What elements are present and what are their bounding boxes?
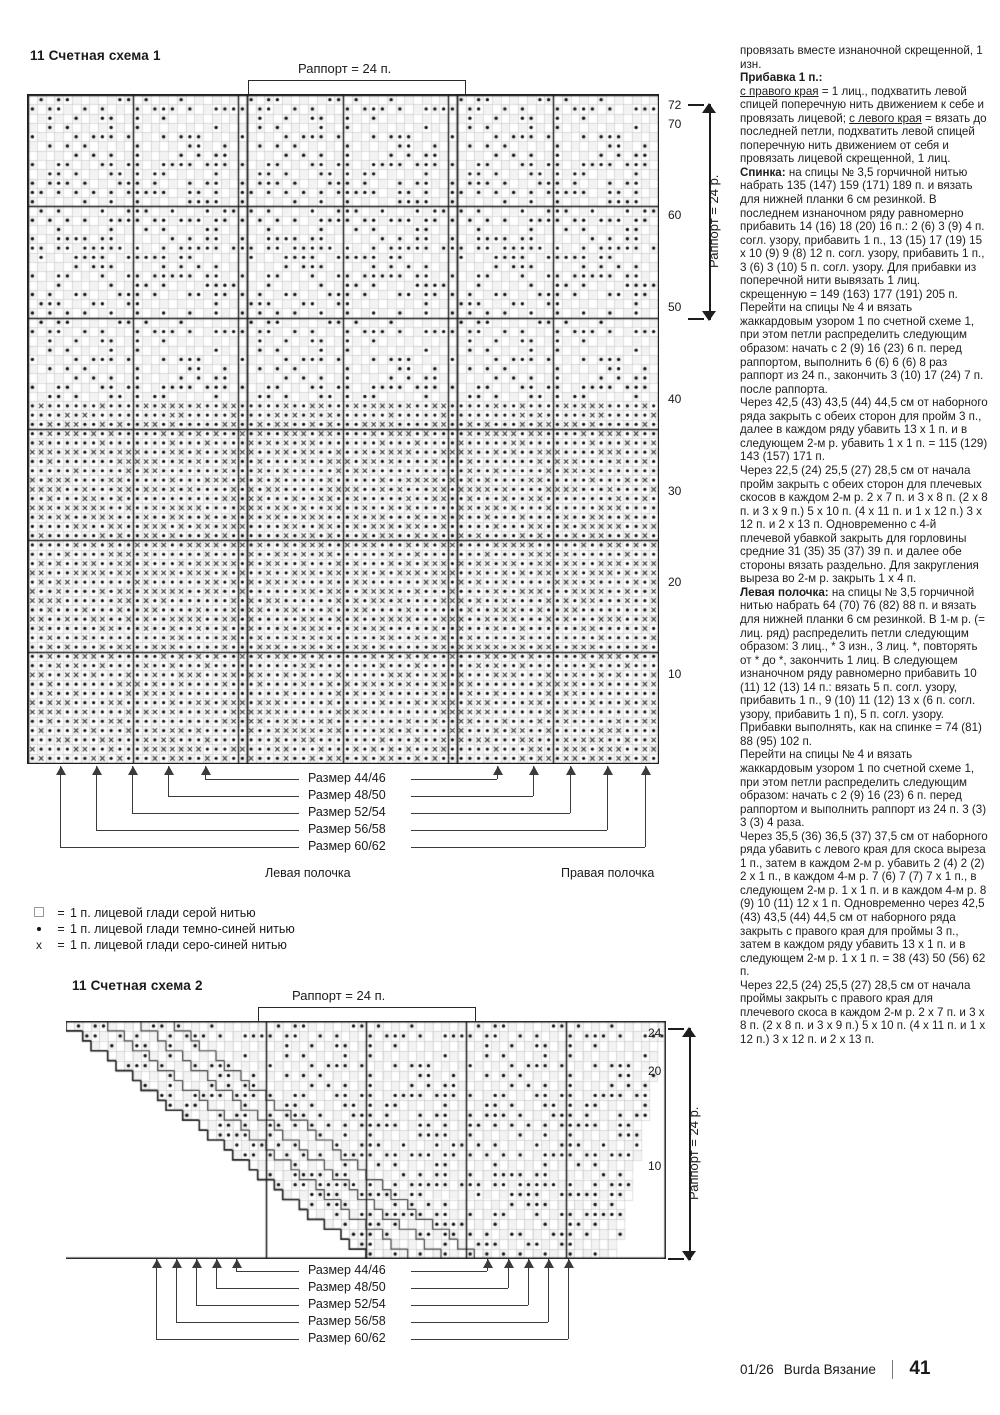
legend-text-0: 1 п. лицевой глади серой нитью xyxy=(70,906,256,920)
chart2-repeat-bracket xyxy=(258,1007,476,1022)
instruction-paragraph: Левая полочка: на спицы № 3,5 горчичной нитью набрать 64 (70) 76 (82) 88 п. и вязать для нижней планки 6 см резинкой. В 1-м р. (= лиц. ряд) распределить петли следующим образом: 3 лиц., * 3 изн., 3 лиц. *, повторять от * до *, закончить 1 лиц. В следующем изнаночном ряду равномерно прибавить 10 (11) 12 (13) 14 п.: вязать 5 п. согл. узору, прибавить 1 п., 9 (10) 11 (12) 13 x (6 п. согл. узору, прибавить 1 п), 5 п. согл. узору. Прибавки выполнять, как на спинке = 74 (81) 88 (95) 102 п. xyxy=(740,585,985,748)
instruction-paragraph: Перейти на спицы № 4 и вязать жаккардовым узором 1 по счетной схеме 1, при этом петли распределить следующим образом: начать с 2 (9) 16 (23) 6 п. перед раппортом, выполнить 6 (6) 6 (6) 8 раз раппорт из 24 п., закончить 3 (10) 17 (24) 7 п. после раппорта. xyxy=(740,301,984,396)
size-marker-arrow xyxy=(128,766,138,775)
chart2-repeat-side-label: Раппорт = 24 р. xyxy=(686,1106,701,1200)
size-callout-line-left xyxy=(176,1322,299,1323)
legend-item-grayblue xyxy=(26,937,295,953)
chart1-arrow-tick-top xyxy=(688,104,704,106)
size-callout-line-left xyxy=(60,847,299,848)
size-callout-connector xyxy=(645,766,646,847)
size-marker-arrow xyxy=(564,1259,574,1268)
size-callout-connector xyxy=(568,1259,569,1339)
footer-issue: 01/26 xyxy=(740,1361,774,1377)
size-callout-connector xyxy=(176,1259,177,1322)
size-callout-line-right xyxy=(411,847,645,848)
size-callout-line-left xyxy=(205,779,299,780)
size-callout-line-left xyxy=(156,1339,299,1340)
section-heading: Спинка: xyxy=(740,165,786,179)
size-marker-arrow xyxy=(56,766,66,775)
size-marker-arrow xyxy=(232,1259,242,1268)
chart1-rownum-50: 50 xyxy=(668,300,682,314)
legend xyxy=(26,905,295,953)
legend-item-gray xyxy=(26,905,295,921)
size-callout-label: Размер 44/46 xyxy=(303,1263,391,1277)
dot-symbol-icon xyxy=(26,922,52,936)
instruction-paragraph: Перейти на спицы № 4 и вязать жаккардовым узором 1 по счетной схеме 1, при этом петли распределить следующим образом: начать с 2 (9) 16 (23) 6 п. перед раппортом и выполнить раппорт из 24 п. 3 (3) 3 (3) 4 раза. xyxy=(740,748,987,830)
size-callout-connector xyxy=(156,1259,157,1339)
chart1-repeat-top-label: Раппорт = 24 п. xyxy=(298,61,392,76)
x-symbol-icon: x xyxy=(36,938,42,952)
instruction-paragraph: Через 35,5 (36) 36,5 (37) 37,5 см от наборного ряда убавить с левого края для скоса выреза 1 п., затем в каждом 2-м р. убавить 2 (4) 2 (2) 2 x 1 п., в каждом 4-м р. 7 (6) 7 (7) 7 x 1 п., в следующем 2-м р. 1 x 1 п. и в каждом 4-м р. 8 (9) 10 (11) 12 x 1 п. Одновременно через 42,5 (43) 43,5 (44) 44,5 см от наборного ряда закрыть с правого края для проймы 3 п., затем в каждом ряду убавить 13 x 1 п. и в следующем 2-м р. 1 x 1 п. = 38 (43) 50 (56) 62 п. xyxy=(740,829,988,979)
legend-equals-2: = xyxy=(57,938,65,952)
chart1-rownum-20: 20 xyxy=(668,575,682,589)
size-callout-label: Размер 44/46 xyxy=(303,771,391,785)
chart1-rownum-10: 10 xyxy=(668,667,682,681)
size-marker-arrow xyxy=(152,1259,162,1268)
chart2-rownum-20: 20 xyxy=(648,1064,662,1078)
instruction-paragraph: Прибавка 1 п.: xyxy=(740,71,823,85)
legend-item-darkblue xyxy=(26,921,295,937)
chart2-rownum-24: 24 xyxy=(648,1026,662,1040)
square-symbol-icon xyxy=(26,906,52,920)
footer-page-number: 41 xyxy=(909,1358,931,1379)
page-footer xyxy=(740,1358,990,1380)
instruction-paragraph: провязать вместе изнаночной скрещенной, 1 изн. xyxy=(740,44,983,71)
chart2-repeat-top-label: Раппорт = 24 п. xyxy=(292,988,386,1003)
chart1-rownum-72: 72 xyxy=(668,98,682,112)
instructions-column xyxy=(740,44,988,1046)
instruction-paragraph: с правого края = 1 лиц., подхватить левой спицей поперечную нить движением к себе и провязать лицевой; с левого края = вязать до последней петли, подхватить левой спицей поперечную нить движением от себя и провязать лицевой скрещенной, 1 лиц. xyxy=(740,84,987,166)
chart1-grid xyxy=(27,94,659,764)
size-callout-line-left xyxy=(196,1305,299,1306)
size-marker-arrow xyxy=(504,1259,514,1268)
size-callout-line-left xyxy=(96,830,299,831)
size-callout-line-left xyxy=(216,1288,299,1289)
size-marker-arrow xyxy=(524,1259,534,1268)
size-callout-connector xyxy=(96,766,97,830)
size-marker-arrow xyxy=(483,1259,493,1268)
size-callout-line-right xyxy=(411,779,497,780)
chart1-repeat-bracket xyxy=(248,80,466,95)
legend-equals-0: = xyxy=(57,906,65,920)
chart1-repeat-side-label: Раппорт = 24 р. xyxy=(706,174,721,268)
size-callout-label: Размер 48/50 xyxy=(303,788,391,802)
size-callout-label: Размер 56/58 xyxy=(303,1314,391,1328)
size-callout-line-right xyxy=(411,1339,568,1340)
size-callout-line-right xyxy=(411,796,533,797)
size-callout-line-right xyxy=(411,1288,508,1289)
chart1-title: 11 Счетная схема 1 xyxy=(30,48,161,63)
instruction-paragraph: Спинка: на спицы № 3,5 горчичной нитью набрать 135 (147) 159 (171) 189 п. и вязать для нижней планки 6 см резинкой. В последнем изнаночном ряду равномерно прибавить 14 (16) 18 (20) 16 п.: 2 (6) 3 (9) 4 п. согл. узору, прибавить 1 п., 13 (15) 17 (19) 15 x 10 (9) 9 (8) 12 п. согл. узору, прибавить 1 п., 3 (6) 3 (10) 5 п. согл. узору. Для прибавки из поперечной нити вывязать 1 лиц. скрещенную = 149 (163) 177 (191) 205 п. xyxy=(740,165,985,301)
size-marker-arrow xyxy=(172,1259,182,1268)
chart1-rownum-30: 30 xyxy=(668,484,682,498)
chart2-title: 11 Счетная схема 2 xyxy=(72,978,203,993)
size-callout-line-right xyxy=(411,1322,548,1323)
size-callout-connector xyxy=(548,1259,549,1322)
size-callout-label: Размер 60/62 xyxy=(303,1331,391,1345)
size-callout-line-left xyxy=(132,813,299,814)
size-marker-arrow xyxy=(603,766,613,775)
legend-text-2: 1 п. лицевой глади серо-синей нитью xyxy=(70,938,287,952)
size-callout-line-right xyxy=(411,813,570,814)
size-callout-line-left xyxy=(168,796,299,797)
size-callout-label: Размер 48/50 xyxy=(303,1280,391,1294)
legend-text-1: 1 п. лицевой глади темно-синей нитью xyxy=(70,922,295,936)
instruction-paragraph: Через 22,5 (24) 25,5 (27) 28,5 см от начала пройм закрыть с обеих сторон для плечевых скосов в каждом 2-м р. 2 x 7 п. и 3 x 8 п. (2 x 8 п. и 3 x 9 п.) 5 x 10 п. (4 x 11 п. и 1 x 12 п.) 3 x 12 п. и 2 x 13 п. Одновременно с 4-й плечевой убавкой закрыть для горловины средние 31 (35) 35 (37) 39 п. и далее обе стороны вязать раздельно. Для закругления выреза во 2-м р. закрыть 1 x 4 п. xyxy=(740,463,988,586)
section-heading: Левая полочка: xyxy=(740,585,829,599)
legend-equals-1: = xyxy=(57,922,65,936)
size-marker-arrow xyxy=(192,1259,202,1268)
chart1-rownum-60: 60 xyxy=(668,208,682,222)
size-callout-label: Размер 56/58 xyxy=(303,822,391,836)
size-callout-line-right xyxy=(411,1271,487,1272)
chart1-rownum-70: 70 xyxy=(668,117,682,131)
instruction-paragraph: Через 42,5 (43) 43,5 (44) 44,5 см от наборного ряда закрыть с обеих сторон для пройм 3 п., далее в каждом ряду убавить 13 x 1 п. и в следующем 2-м р. убавить 1 x 1 п. = 115 (129) 143 (157) 171 п. xyxy=(740,396,988,464)
chart2-arrow-tick-top xyxy=(668,1028,684,1030)
size-callout-connector xyxy=(607,766,608,830)
chart2-arrow-tick-bottom xyxy=(668,1258,684,1260)
size-marker-arrow xyxy=(529,766,539,775)
size-marker-arrow xyxy=(493,766,503,775)
underlined-term: с правого края xyxy=(740,84,819,98)
chart2-canvas xyxy=(66,1021,666,1259)
underlined-term: с левого края xyxy=(849,111,922,125)
size-callout-connector xyxy=(60,766,61,847)
chart1-note-right-front: Правая полочка xyxy=(561,866,655,880)
instruction-paragraph: Через 22,5 (24) 25,5 (27) 28,5 см от начала проймы закрыть с правого края для плечевого скоса в каждом 2-м р. 2 x 7 п. и 3 x 8 п. (2 x 8 п. и 3 x 9 п.) 5 x 10 п. (4 x 11 п. и 1 x 12 п.) 3 x 12 п. и 2 x 13 п. xyxy=(740,978,986,1046)
chart2-rownum-10: 10 xyxy=(648,1159,662,1173)
size-marker-arrow xyxy=(164,766,174,775)
chart1-arrow-tick-bottom xyxy=(688,318,704,320)
size-marker-arrow xyxy=(92,766,102,775)
chart2-grid xyxy=(66,1021,666,1259)
size-callout-label: Размер 52/54 xyxy=(303,805,391,819)
size-callout-line-left xyxy=(236,1271,299,1272)
size-callout-line-right xyxy=(411,830,607,831)
size-marker-arrow xyxy=(212,1259,222,1268)
chart1-canvas xyxy=(28,95,658,763)
size-callout-label: Размер 52/54 xyxy=(303,1297,391,1311)
size-marker-arrow xyxy=(544,1259,554,1268)
size-callout-label: Размер 60/62 xyxy=(303,839,391,853)
chart1-rownum-40: 40 xyxy=(668,392,682,406)
size-marker-arrow xyxy=(201,766,211,775)
chart1-note-left-front: Левая полочка xyxy=(265,866,351,880)
footer-divider xyxy=(892,1360,893,1379)
size-marker-arrow xyxy=(641,766,651,775)
size-marker-arrow xyxy=(566,766,576,775)
size-callout-line-right xyxy=(411,1305,528,1306)
footer-brand: Burda Вязание xyxy=(783,1361,876,1377)
